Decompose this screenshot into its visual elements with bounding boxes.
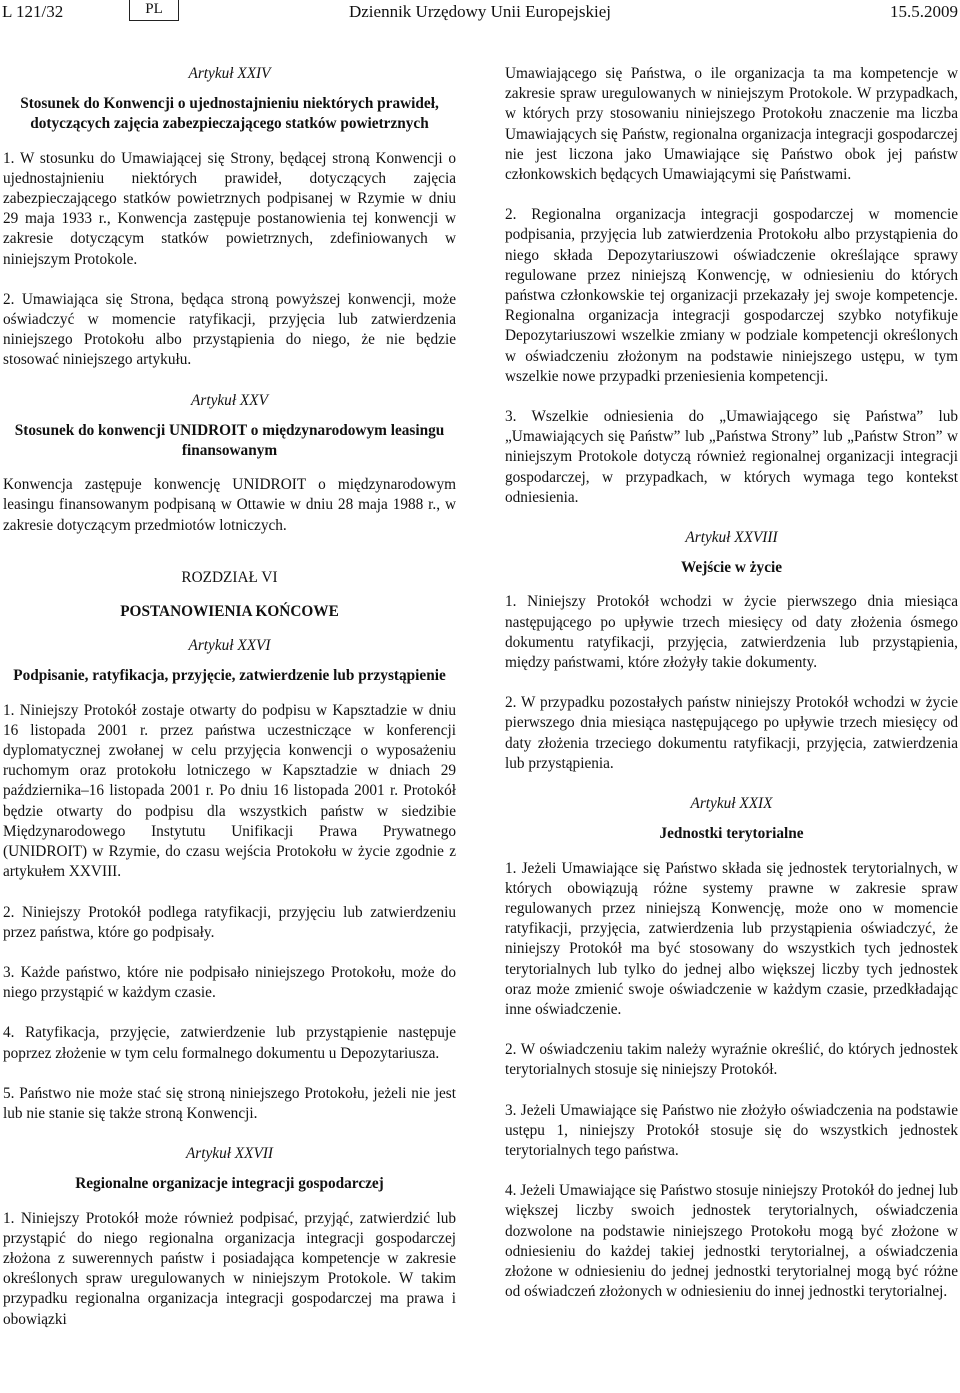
article-28-title: Wejście w życie: [680, 559, 783, 577]
right-column: [505, 64, 958, 1322]
article-26-paragraph-3: 3. Każde państwo, które nie podpisało niniejszego Protokołu, może do niego przystąpić w każdym czasie.: [3, 963, 456, 1002]
article-26-title: Podpisanie, ratyfikacja, przyjęcie, zatwierdzenie lub przystąpienie: [13, 667, 446, 685]
article-26-paragraph-1: 1. Niniejszy Protokół zostaje otwarty do podpisu w Kapsztadzie w dniu 16 listopada 2001 r. przez państwa uczestniczące w konferencji dyplomatycznej zwołanej w celu przyjęcia konwencji o wyposażeniu ruchomym oraz protokołu lotniczego w Kapsztadzie w dniach 29 października–16 listopada 2001 r. Po dniu 16 listopada 2001 r. Protokół będzie otwarty do podpisu dla wszystkich państw w siedzibie Międzynarodowego Instytutu Unifikacji Prawa Prywatnego (UNIDROIT) w Rzymie, do czasu wejścia Protokołu w życie zgodnie z artykułem XXVIII.: [3, 701, 456, 881]
article-29-label: Artykuł XXIX: [690, 795, 773, 813]
article-26-paragraph-5: 5. Państwo nie może stać się stroną niniejszego Protokołu, jeżeli nie jest lub nie stanie się także stroną Konwencji.: [3, 1084, 456, 1122]
article-29-paragraph-4: 4. Jeżeli Umawiające się Państwo stosuje niniejszy Protokół do jednej lub większej liczby swoich jednostek terytorialnych, oświadczenia dozwolone na podstawie niniejszego Protokołu mogą być złożone w odniesieniu do każdej takiej jednostki terytorialnej, a oświadczenia złożone w odniesieniu do jednej jednostki terytorialnej mogą być różne od oświadczeń złożonych w odniesieniu do innej jednostki terytorialnej.: [505, 1182, 958, 1301]
article-26-label: Artykuł XXVI: [188, 637, 271, 655]
article-27-paragraph-1: 1. Niniejszy Protokół może również podpisać, przyjąć, zatwierdzić lub przystąpić do niego regionalna organizacja integracji gospodarczej złożona z suwerennych państw i posiadająca kompetencje w zakresie określonych spraw uregulowanych w niniejszym Protokole. W takim przypadku regionalna organizacja integracji gospodarczej ma prawa i obowiązki: [3, 1209, 456, 1328]
article-26-paragraph-2: 2. Niniejszy Protokół podlega ratyfikacji, przyjęciu lub zatwierdzeniu przez państwa, które go podpisały.: [3, 903, 456, 941]
article-24-label: Artykuł XXIV: [188, 65, 271, 82]
article-25-title: Stosunek do konwencji UNIDROIT o międzynarodowym leasingu finansowanym: [14, 421, 445, 460]
language-badge: PL: [129, 0, 179, 21]
article-25-paragraph-1: Konwencja zastępuje konwencję UNIDROIT o międzynarodowym leasingu finansowanym podpisaną w Ottawie w dniu 28 maja 1988 r., w zakresie dotyczącym przedmiotów lotniczych.: [3, 476, 456, 534]
page-reference: L 121/32: [2, 2, 64, 21]
publication-date: 15.5.2009: [890, 2, 958, 21]
article-25-label: Artykuł XXV: [191, 391, 268, 409]
article-28-paragraph-2: 2. W przypadku pozostałych państw niniejszy Protokół wchodzi w życie pierwszego dnia miesiąca następującego po upływie trzech miesięcy od daty złożenia trzeciego dokumentu ratyfikacji, przyjęcia, zatwierdzenia lub przystąpienia.: [505, 694, 958, 772]
page-header: [0, 0, 960, 42]
article-27-label: Artykuł XXVII: [185, 1145, 274, 1163]
article-29-paragraph-3: 3. Jeżeli Umawiające się Państwo nie złożyło oświadczenia na podstawie ustępu 1, niniejszy Protokół stosuje się do wszystkich jednostek terytorialnych tego państwa.: [505, 1101, 958, 1159]
article-29-title: Jednostki terytorialne: [659, 825, 804, 843]
article-27-paragraph-1-continued: Umawiającego się Państwa, o ile organizacja ta ma kompetencje w zakresie spraw uregulowanych w niniejszym Protokole. W przypadkach, w których przy stosowaniu niniejszego Protokołu znaczenie ma liczba Umawiających się Państw, regionalna organizacja integracji gospodarczej nie jest liczona jako Umawiające się Państwo obok jej państw członkowskich będących Umawiającymi się Państwami.: [505, 65, 958, 184]
article-28-paragraph-1: 1. Niniejszy Protokół wchodzi w życie pierwszego dnia miesiąca następującego po upływie trzech miesięcy od daty złożenia ósmego dokumentu ratyfikacji, przyjęcia, zatwierdzenia lub przystąpienia, między państwami, które złożyły takie dokumenty.: [505, 593, 958, 672]
article-24-paragraph-2: 2. Umawiająca się Strona, będąca stroną powyższej konwencji, może oświadczyć w momencie ratyfikacji, przyjęcia lub zatwierdzenia niniejszego Protokołu albo przystąpienia do niego, że nie będzie stosować niniejszego artykułu.: [3, 290, 456, 369]
article-27-title: Regionalne organizacje integracji gospodarczej: [75, 1175, 384, 1193]
article-24-paragraph-1: 1. W stosunku do Umawiającej się Strony, będącej stroną Konwencji o ujednostajnieniu niektórych prawideł, dotyczących zajęcia zabezpieczającego statków powietrznych podpisanej w Rzymie w dniu 29 maja 1933 r., Konwencja zastępuje postanowienia tej konwencji w zakresie dotyczącym statków powietrznych, zdefiniowanych w niniejszym Protokole.: [3, 149, 456, 268]
article-27-paragraph-3: 3. Wszelkie odniesienia do „Umawiającego się Państwa” lub „Umawiających się Państw” lub „Państwa Strony” lub „Państw Stron” w niniejszym Protokole dotyczą również regionalnej organizacji integracji gospodarczej, w przypadkach, w których wymaga tego kontekst odniesienia.: [505, 408, 958, 506]
chapter-label: ROZDZIAŁ VI: [181, 568, 278, 586]
article-28-label: Artykuł XXVIII: [685, 529, 778, 547]
article-29-paragraph-1: 1. Jeżeli Umawiające się Państwo składa się jednostek terytorialnych, w których obowiązują różne systemy prawne w zakresie spraw regulowanych przez niniejszą Konwencję, może ono w momencie ratyfikacji, przyjęcia, zatwierdzenia lub przystąpienia oświadczyć, że niniejszy Protokół ma być stosowany do wszystkich tych jednostek terytorialnych lub tylko do jednej albo większej liczby tych jednostek oraz może zmienić swoje oświadczenie w każdym czasie, przedkładając inne oświadczenie.: [505, 859, 958, 1018]
article-26-paragraph-4: 4. Ratyfikacja, przyjęcie, zatwierdzenie lub przystąpienie następuje poprzez złożenie w tym celu formalnego dokumentu u Depozytariusza.: [3, 1024, 456, 1062]
article-24-title: Stosunek do Konwencji o ujednostajnieniu niektórych prawideł, dotyczących zajęcia zabezpieczającego statków powietrznych: [20, 95, 439, 133]
left-column: [3, 64, 456, 1350]
article-27-paragraph-2: 2. Regionalna organizacja integracji gospodarczej w momencie podpisania, przyjęcia lub zatwierdzenia Protokołu albo przystąpienia do niego składa Depozytariuszowi oświadczenie określające sprawy regulowane przez niniejszą Konwencję, w odniesieniu do których państwa członkowskie tej organizacji przekazały jej swoje kompetencje. Regionalna organizacja integracji gospodarczej szybko notyfikuje Depozytariuszowi wszelkie zmiany w podziale kompetencji określonych w oświadczeniu złożonym na podstawie niniejszego ustępu, w tym wszelkie nowe przypadki przeniesienia kompetencji.: [505, 206, 958, 385]
journal-title: Dziennik Urzędowy Unii Europejskiej: [348, 2, 611, 21]
article-29-paragraph-2: 2. W oświadczeniu takim należy wyraźnie określić, do których jednostek terytorialnych stosuje się niniejszy Protokół.: [505, 1041, 958, 1079]
chapter-title: POSTANOWIENIA KOŃCOWE: [120, 603, 339, 621]
